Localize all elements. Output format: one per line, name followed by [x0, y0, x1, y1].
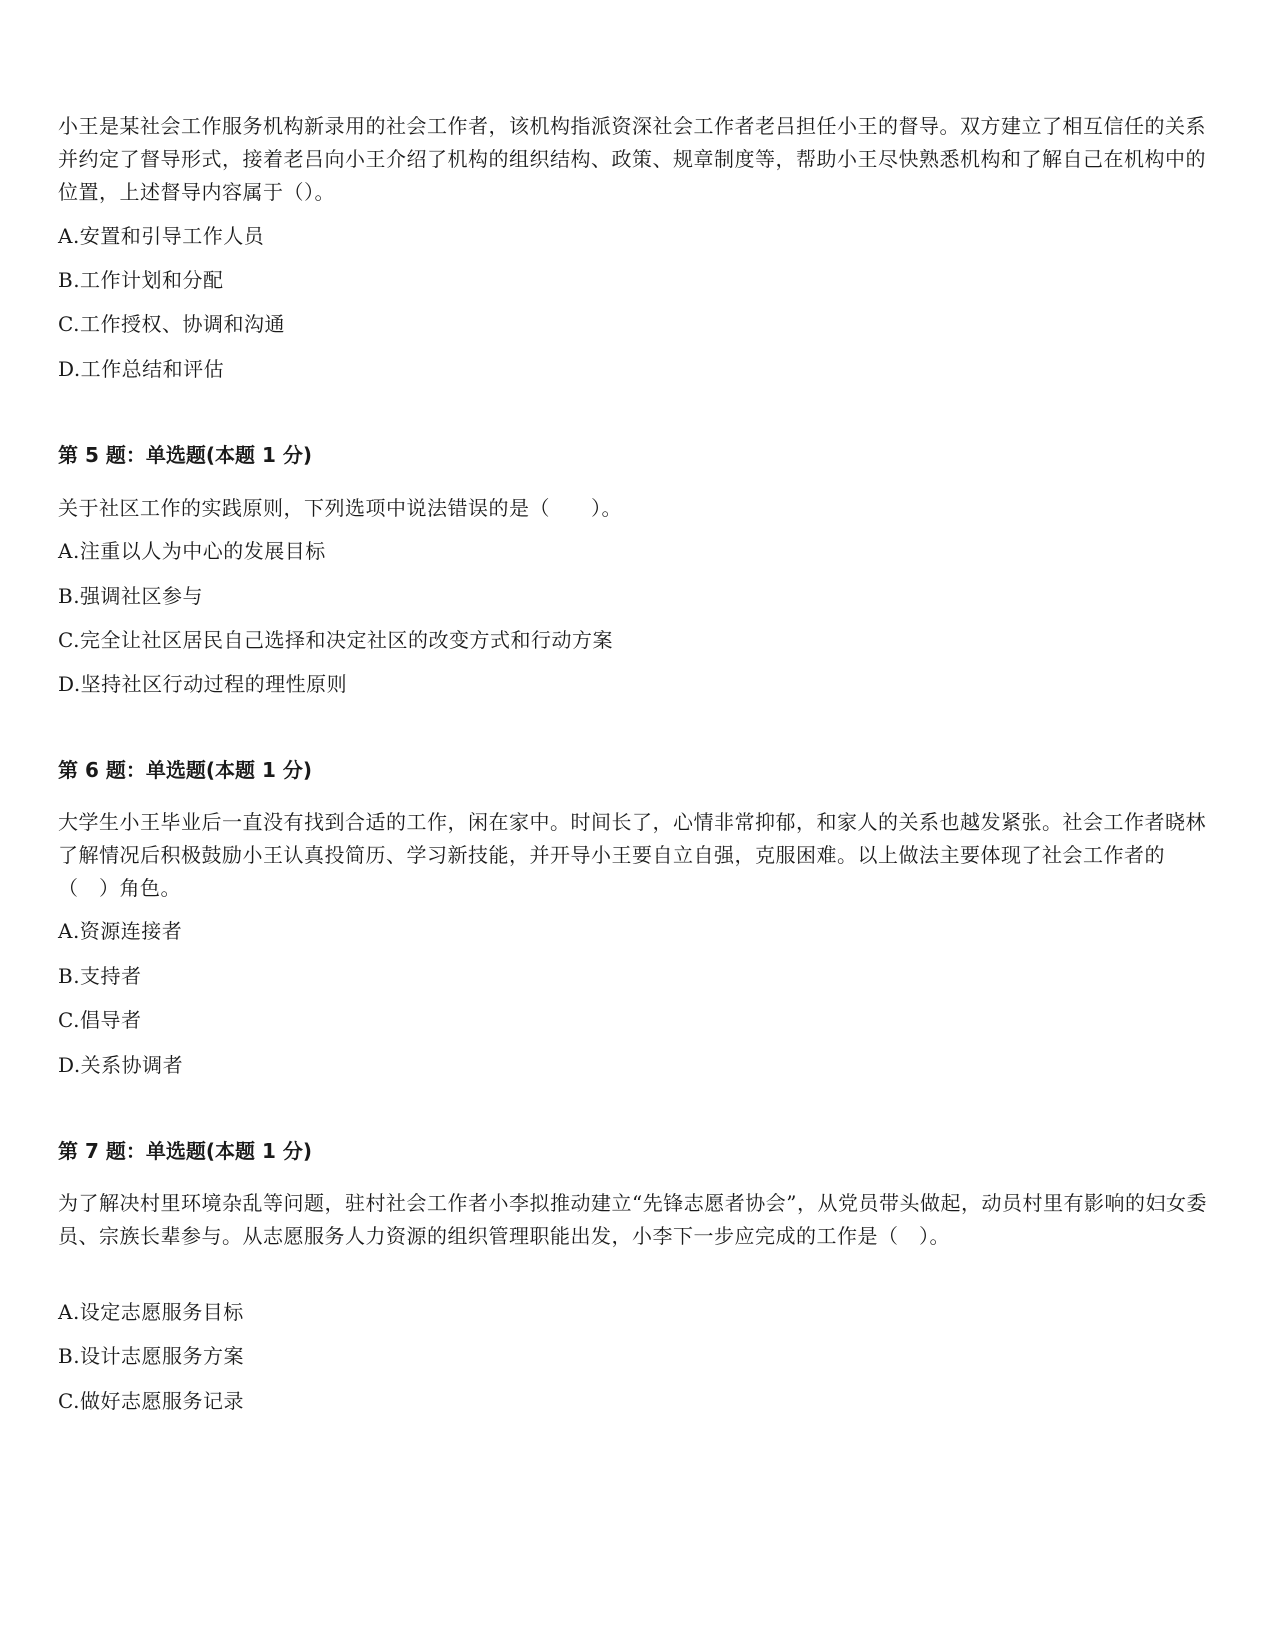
question-5-option-c: C.完全让社区居民自己选择和决定社区的改变方式和行动方案 [58, 628, 613, 652]
question-6-header: 第 6 题：单选题(本题 1 分) [58, 758, 312, 782]
question-5-stem: 关于社区工作的实践原则，下列选项中说法错误的是（ ）。 [58, 496, 622, 520]
question-6-option-d: D.关系协调者 [58, 1053, 184, 1077]
question-4-option-d: D.工作总结和评估 [58, 357, 225, 381]
question-7-option-c: C.做好志愿服务记录 [58, 1389, 244, 1413]
question-4-option-b: B.工作计划和分配 [58, 268, 224, 292]
question-6-stem: 大学生小王毕业后一直没有找到合适的工作，闲在家中。时间长了，心情非常抑郁，和家人的关系也越发紧张。社会工作者晓林了解情况后积极鼓励小王认真投简历、学习新技能，并开导小王要自立自强，克服困难。以上做法主要体现了社会工作者的（ ）角色。 [58, 810, 1206, 900]
question-6-option-b: B.支持者 [58, 964, 142, 988]
question-5-option-b: B.强调社区参与 [58, 584, 204, 608]
question-5-option-d: D.坚持社区行动过程的理性原则 [58, 672, 348, 696]
question-4-option-a: A.安置和引导工作人员 [58, 224, 265, 248]
question-4-option-c: C.工作授权、协调和沟通 [58, 312, 285, 336]
question-7-stem: 为了解决村里环境杂乱等问题，驻村社会工作者小李拟推动建立“先锋志愿者协会”，从党员带头做起，动员村里有影响的妇女委员、宗族长辈参与。从志愿服务人力资源的组织管理职能出发，小李下一步应完成的工作是（ ）。 [58, 1191, 1207, 1248]
question-6-option-a: A.资源连接者 [58, 919, 183, 943]
question-5-header: 第 5 题：单选题(本题 1 分) [58, 443, 312, 467]
question-4-stem: 小王是某社会工作服务机构新录用的社会工作者，该机构指派资深社会工作者老吕担任小王的督导。双方建立了相互信任的关系并约定了督导形式，接着老吕向小王介绍了机构的组织结构、政策、规章制度等，帮助小王尽快熟悉机构和了解自己在机构中的位置，上述督导内容属于（）。 [58, 114, 1206, 204]
question-6-option-c: C.倡导者 [58, 1008, 142, 1032]
question-7-option-a: A.设定志愿服务目标 [58, 1300, 244, 1324]
question-5-option-a: A.注重以人为中心的发展目标 [58, 539, 326, 563]
question-7-option-b: B.设计志愿服务方案 [58, 1344, 245, 1368]
question-7-header: 第 7 题：单选题(本题 1 分) [58, 1139, 312, 1163]
